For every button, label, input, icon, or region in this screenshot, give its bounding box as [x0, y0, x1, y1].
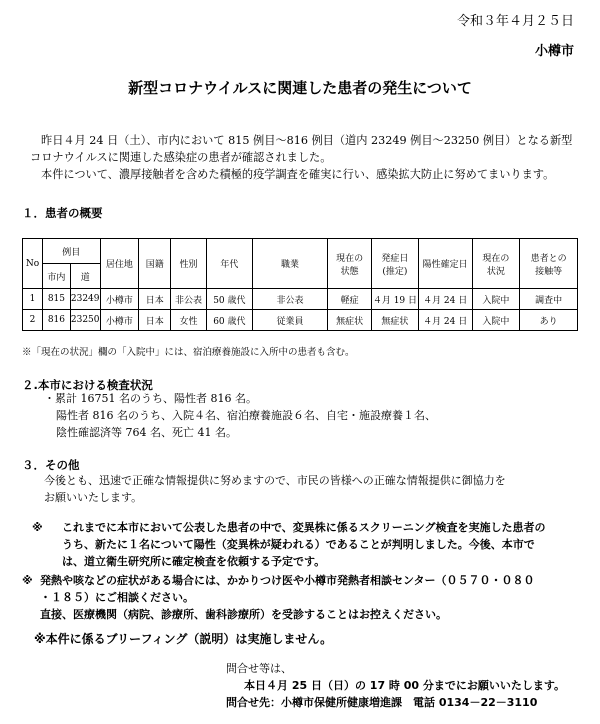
section-3-body	[44, 472, 506, 506]
header-no: No	[23, 239, 43, 289]
table-row: 2 816 23250 小樽市 日本 女性 60 歳代 従業員 無症状 無症状 ４月 24 日 入院中 あり	[23, 310, 578, 331]
header-situation: 現在の 状況	[472, 239, 520, 289]
header-contact: 患者との 接触等	[520, 239, 578, 289]
contact-deadline: 本日４月 25 日（日）の 17 時 00 分までにお願いいたします。	[244, 679, 566, 692]
header-confirm: 陽性確定日	[418, 239, 472, 289]
header-case-city: 市内	[42, 264, 70, 289]
fever-note: 発熱や咳などの症状がある場合には、かかりつけ医や小樽市発熱者相談センター（０５７０・０８０ ・１８５）にご相談ください。 直接、医療機関（病院、診療所、歯科診療所）を受診することはお控えください。	[40, 574, 535, 621]
section-3-heading: ３．その他	[22, 458, 80, 472]
briefing-notice: ※本件に係るブリーフィング（説明）は実施しません。	[34, 632, 333, 646]
header-case-dou: 道	[70, 264, 100, 289]
contact-info: 問合せ先：小樽市保健所健康増進課 電話 0134－22－3110	[226, 696, 538, 709]
header-job: 職業	[252, 239, 328, 289]
testing-breakdown-1: 陽性者 816 名のうち、入院４名、宿泊療養施設６名、自宅・施設療養１名、	[56, 409, 436, 422]
patient-table	[22, 238, 578, 331]
section-2-body	[44, 390, 436, 441]
intro-line-1: 昨日４月 24 日（土）、市内において 815 例目～816 例目（道内 23249 例目～23250 例目）となる新型	[41, 134, 573, 147]
testing-breakdown-2: 陰性確認済等 764 名、死亡 41 名。	[56, 426, 237, 439]
table-row: 1 815 23249 小樽市 日本 非公表 50 歳代 非公表 軽症 ４月 19 日 ４月 24 日 入院中 調査中	[23, 289, 578, 310]
header-onset: 発症日 (推定)	[372, 239, 419, 289]
page-title: 新型コロナウイルスに関連した患者の発生について	[128, 79, 472, 97]
header-sex: 性別	[171, 239, 207, 289]
intro-paragraph	[30, 132, 580, 183]
note-2-mark: ※	[22, 574, 33, 587]
issuer-city: 小樽市	[534, 44, 574, 59]
variant-note: これまでに本市において公表した患者の中で、変異株に係るスクリーニング検査を実施した患者の うち、新たに１名について陽性（変異株が疑われる）であることが判明しました。今後、本市で は、道立衛生研究所に確定検査を依頼する予定です。	[62, 521, 546, 568]
testing-total: ・累計 16751 名のうち、陽性者 816 名。	[44, 392, 257, 405]
section-2-heading: ２.本市における検査状況	[22, 378, 153, 392]
document-date: 令和３年４月２５日	[456, 14, 574, 29]
note-1-mark: ※	[32, 521, 43, 534]
header-case: 例目	[42, 239, 100, 264]
header-status: 現在の 状態	[328, 239, 372, 289]
intro-line-3: 本件について、濃厚接触者を含めた積極的疫学調査を確実に行い、感染拡大防止に努めてまいります。	[41, 168, 555, 181]
header-nationality: 国籍	[139, 239, 171, 289]
header-age: 年代	[206, 239, 252, 289]
other-line-2: お願いいたします。	[44, 491, 143, 504]
contact-intro: 問合せ等は、	[226, 662, 292, 675]
intro-line-2: コロナウイルスに関連した感染症の患者が確認されました。	[30, 151, 332, 164]
other-line-1: 今後とも、迅速で正確な情報提供に努めますので、市民の皆様への正確な情報提供に御協力を	[44, 474, 506, 487]
header-residence: 居住地	[100, 239, 139, 289]
section-1-heading: １．患者の概要	[22, 206, 103, 220]
table-note: ※「現在の状況」欄の「入院中」には、宿泊療養施設に入所中の患者も含む。	[22, 347, 355, 358]
